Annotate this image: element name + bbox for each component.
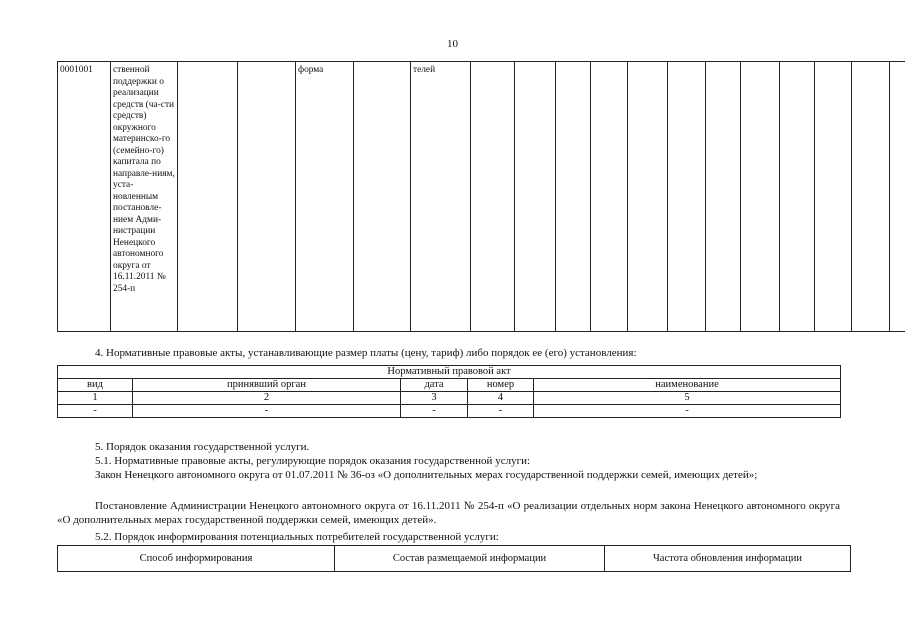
column-header: номер (468, 379, 534, 392)
section-5-1-heading: 5.1. Нормативные правовые акты, регулирующие порядок оказания государственной услуги: (95, 455, 531, 467)
section-4-heading: 4. Нормативные правовые акты, устанавливающие размер платы (цену, тариф) либо порядок ее (его) установления: (95, 347, 637, 359)
registry-code-cell: 0001001 (58, 62, 111, 332)
table-row (58, 62, 905, 332)
law-reference: Закон Ненецкого автономного округа от 01.07.2011 № 36-оз «О дополнительных мерах государственной поддержки семей, имеющих детей»; (95, 469, 758, 481)
table-cell: - (58, 405, 133, 418)
group-header-cell: Нормативный правовой акт (58, 366, 841, 379)
table-row (58, 546, 851, 572)
column-header: Частота обновления информации (605, 546, 851, 572)
column-number: 3 (401, 392, 468, 405)
description-cell: ственной поддержки о реализации средств (ча-сти средств) окружного материнско-го (семейно-го) капитала по направле-ниям, уста-новленным постановле-нием Адми-нистрации Ненецкого автономного округа от 16.11.2011 № 254-п (111, 62, 178, 332)
table-row (58, 379, 841, 392)
table-row (58, 366, 841, 379)
table-cell: - (133, 405, 401, 418)
service-indicator-table (57, 61, 905, 332)
table-row (58, 392, 841, 405)
normative-acts-table (57, 365, 841, 418)
column-header: дата (401, 379, 468, 392)
column-number: 5 (534, 392, 841, 405)
form-cell: форма (296, 62, 354, 332)
column-header: наименование (534, 379, 841, 392)
table-row (58, 405, 841, 418)
section-5-heading: 5. Порядок оказания государственной услуги. (95, 441, 310, 453)
column-header: принявший орган (133, 379, 401, 392)
informing-table (57, 545, 851, 572)
column-header: Состав размещаемой информации (335, 546, 605, 572)
table-cell: - (534, 405, 841, 418)
column-header: Способ информирования (58, 546, 335, 572)
column-header: вид (58, 379, 133, 392)
section-5-2-heading: 5.2. Порядок информирования потенциальных потребителей государственной услуги: (95, 531, 499, 543)
consumers-cell: телей (411, 62, 471, 332)
column-number: 4 (468, 392, 534, 405)
page-number: 10 (447, 38, 458, 50)
column-number: 1 (58, 392, 133, 405)
decree-reference: Постановление Администрации Ненецкого автономного округа от 16.11.2011 № 254-п «О реализации отдельных норм закона Ненецкого автономного округа «О дополнительных мерах государственной поддержки семей, имеющих детей». (57, 500, 840, 526)
table-cell: - (468, 405, 534, 418)
column-number: 2 (133, 392, 401, 405)
table-cell: - (401, 405, 468, 418)
